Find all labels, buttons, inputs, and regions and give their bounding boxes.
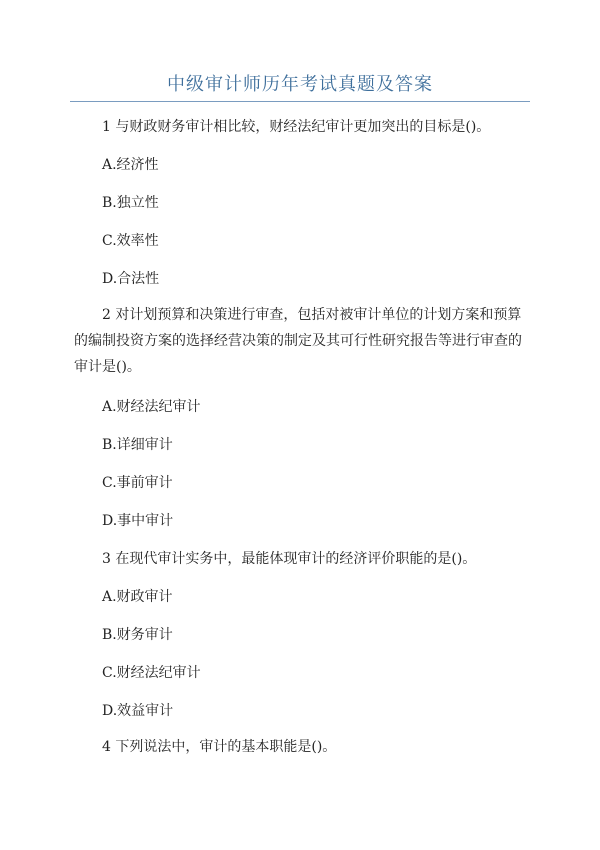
question-3-option-d: D.效益审计 [102,703,174,719]
question-2-option-d: D.事中审计 [102,513,174,529]
question-2-stem-line-2: 的编制投资方案的选择经营决策的制定及其可行性研究报告等进行审查的 [74,333,522,349]
question-2-stem-line-3: 审计是()。 [74,359,141,375]
question-2-option-b: B.详细审计 [102,437,173,453]
question-3-option-b: B.财务审计 [102,627,173,643]
question-2-stem-line-1: 2 对计划预算和决策进行审查，包括对被审计单位的计划方案和预算 [102,307,522,323]
question-3-option-a: A.财政审计 [102,589,173,605]
question-4-stem-line-1: 4 下列说法中，审计的基本职能是()。 [102,739,337,755]
question-1-option-c: C.效率性 [102,233,159,249]
question-3-stem-line-1: 3 在现代审计实务中，最能体现审计的经济评价职能的是()。 [102,551,477,567]
question-1-stem-line-1: 1 与财政财务审计相比较，财经法纪审计更加突出的目标是()。 [102,119,491,135]
question-2-option-a: A.财经法纪审计 [102,399,201,415]
question-1-option-d: D.合法性 [102,271,160,287]
title-divider [70,101,530,102]
question-2-option-c: C.事前审计 [102,475,173,491]
page-title: 中级审计师历年考试真题及答案 [167,74,433,95]
question-1-option-a: A.经济性 [102,157,159,173]
question-3-option-c: C.财经法纪审计 [102,665,201,681]
question-1-option-b: B.独立性 [102,195,159,211]
